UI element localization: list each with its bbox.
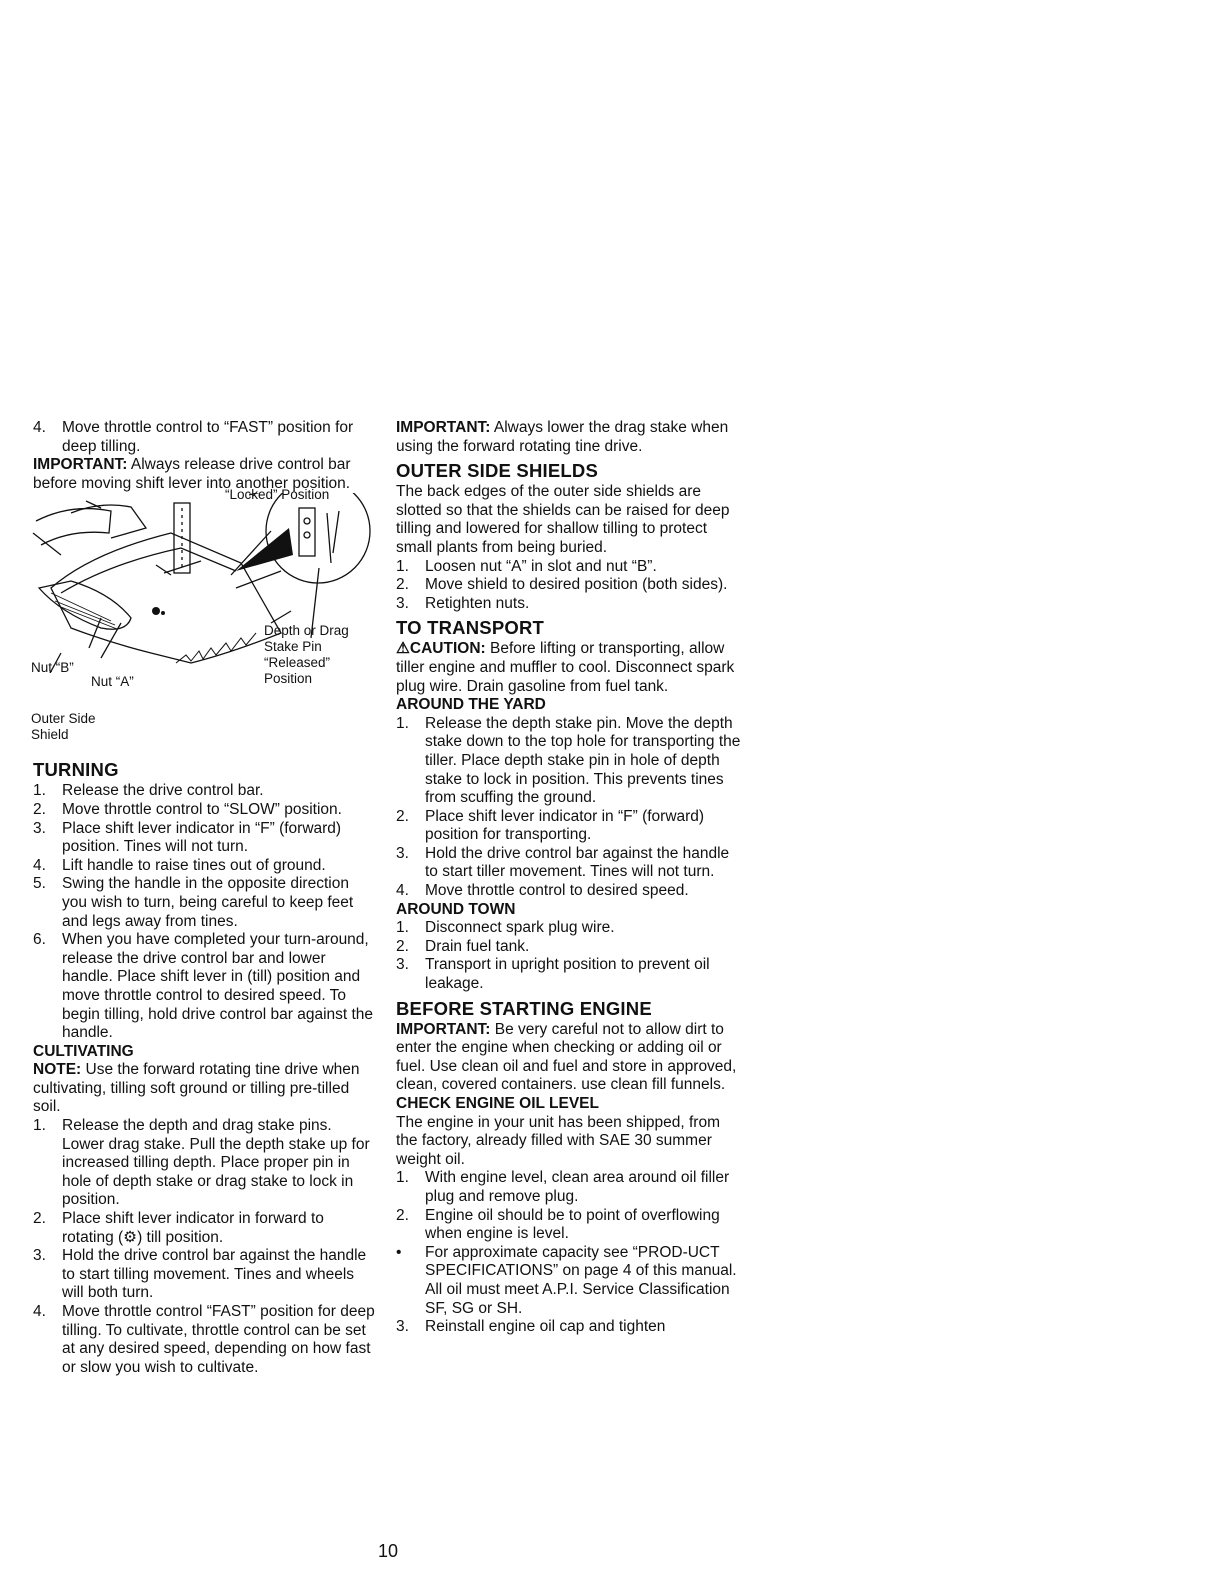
step-text: Move throttle control to “SLOW” position. — [62, 800, 342, 818]
list-item — [396, 956, 741, 993]
list-item — [396, 1169, 741, 1206]
step-number: 3. — [396, 956, 409, 974]
list-item — [396, 882, 741, 901]
list-item — [396, 845, 741, 882]
step-number: 3. — [396, 1318, 409, 1336]
cultivating-note — [33, 1061, 378, 1117]
step-text: Swing the handle in the opposite direction you wish to turn, being careful to keep feet and legs away from tines. — [62, 875, 354, 930]
step-number: 1. — [396, 714, 409, 732]
step-text: When you have completed your turn-around, release the drive control bar and lower handle. Place shift lever in (till) position and move throttle control to desired speed. To begin tilling, hold drive control bar against the handle. — [62, 931, 374, 1042]
important-text: Always release drive control bar before moving shift lever into another position. — [33, 456, 351, 492]
list-item — [33, 1247, 378, 1303]
step-text: For approximate capacity see “PROD-UCT SPECIFICATIONS” on page 4 of this manual. All oil must meet A.P.I. Service Classification SF, SG or SH. — [425, 1243, 737, 1317]
figure-label-nut-a: Nut “A” — [91, 674, 134, 690]
page-number: 10 — [378, 1541, 399, 1561]
step-text: Hold the drive control bar against the handle to start tiller movement. Tines will not turn. — [425, 844, 730, 881]
list-item — [396, 576, 741, 595]
step-number: 1. — [396, 557, 409, 575]
step-number: 2. — [33, 800, 46, 818]
important-label: IMPORTANT: — [396, 419, 491, 436]
around-the-yard-steps — [396, 715, 741, 901]
figure-label-depth-stake: Depth or Drag — [264, 623, 349, 639]
list-item — [33, 875, 378, 931]
step-text: With engine level, clean area around oil filler plug and remove plug. — [425, 1169, 730, 1205]
list-item — [33, 857, 378, 876]
around-the-yard-heading: AROUND THE YARD — [396, 696, 546, 714]
caution-label: CAUTION: — [409, 640, 486, 658]
outer-side-shields-body: The back edges of the outer side shields are slotted so that the shields can be raised for deep tilling and lowered for shallow tilling to protect small plants from being buried. — [396, 483, 730, 556]
step-text: Reinstall engine oil cap and tighten — [425, 1318, 666, 1336]
check-engine-oil-steps — [396, 1169, 741, 1336]
step-text: Release the drive control bar. — [62, 782, 264, 800]
cultivating-steps — [33, 1117, 378, 1377]
list-item — [33, 801, 378, 820]
step-number: 4. — [33, 856, 46, 874]
caution-note — [396, 640, 741, 696]
cultivating-heading: CULTIVATING — [33, 1042, 134, 1060]
step-number: 3. — [33, 1247, 46, 1265]
step-text: Move throttle control to desired speed. — [425, 882, 689, 900]
step-number: 2. — [396, 937, 409, 955]
figure-label-locked-position: “Locked” Position — [225, 487, 330, 503]
step-number: 3. — [396, 594, 409, 612]
step-text: Drain fuel tank. — [425, 937, 530, 955]
figure-label-shield: Shield — [31, 727, 69, 743]
step-number: 2. — [33, 1210, 46, 1228]
list-item — [33, 782, 378, 801]
step-text: Place shift lever indicator in “F” (forward) position for transporting. — [425, 807, 705, 844]
step-text: Place shift lever indicator in forward to rotating (⚙) till position. — [62, 1210, 324, 1246]
figure-label-released: “Released” — [264, 655, 331, 671]
important-note — [396, 419, 741, 456]
step-number: 3. — [396, 844, 409, 862]
note-label: NOTE: — [33, 1061, 82, 1079]
step-text: Disconnect spark plug wire. — [425, 919, 615, 937]
around-town-heading: AROUND TOWN — [396, 900, 516, 918]
figure-label-nut-b: Nut “B” — [31, 660, 74, 676]
bullet: • — [396, 1243, 402, 1261]
step-number: 1. — [33, 1117, 46, 1135]
step-number: 2. — [396, 807, 409, 825]
step-text: Retighten nuts. — [425, 594, 530, 612]
step-text: Release the depth stake pin. Move the depth stake down to the top hole for transporting the tiller. Place depth stake pin in hole of depth stake to lock in position. This prevents tines from scuffing the ground. — [425, 714, 741, 807]
warning-icon: ⚠ — [396, 640, 410, 658]
list-item — [396, 1207, 741, 1244]
left-column — [33, 419, 378, 1377]
list-item — [33, 931, 378, 1043]
list-item — [396, 595, 741, 614]
list-item — [33, 1117, 378, 1210]
important-text: Always lower the drag stake when using the forward rotating tine drive. — [396, 419, 729, 455]
list-item — [33, 1210, 378, 1247]
step-text: Place shift lever indicator in “F” (forward) position. Tines will not turn. — [62, 819, 342, 856]
important-label: IMPORTANT: — [396, 1020, 491, 1038]
note-text: Use the forward rotating tine drive when cultivating, tilling soft ground or tilling pre-tilled soil. — [33, 1061, 360, 1116]
list-item — [396, 1244, 741, 1318]
tiller-illustration — [31, 493, 376, 676]
list-item — [396, 919, 741, 938]
important-text: Be very careful not to allow dirt to enter the engine when checking or adding oil or fuel. Use clean oil and fuel and store in approved, clean, covered containers. use clean fill funnels. — [396, 1020, 737, 1094]
step-number: 2. — [396, 1206, 409, 1224]
important-label: IMPORTANT: — [33, 456, 128, 474]
throttle-step — [33, 419, 378, 456]
list-item — [396, 938, 741, 957]
step-text: Move shield to desired position (both sides). — [425, 576, 728, 594]
step-text: Release the depth and drag stake pins. Lower drag stake. Pull the depth stake up for increased tilling depth. Place proper pin in hole of depth stake or drag stake to lock in position. — [62, 1117, 370, 1209]
before-starting-engine-heading: BEFORE STARTING ENGINE — [396, 997, 652, 1019]
figure-label-position: Position — [264, 671, 313, 687]
figure-label-stake-pin: Stake Pin — [264, 639, 322, 655]
list-item — [33, 419, 378, 456]
step-number: 4. — [396, 882, 409, 900]
step-number: 1. — [396, 919, 409, 937]
list-item — [396, 715, 741, 808]
list-item — [33, 820, 378, 857]
step-text: Hold the drive control bar against the handle to start tilling movement. Tines and wheels will both turn. — [62, 1247, 367, 1302]
check-engine-oil-heading: CHECK ENGINE OIL LEVEL — [396, 1095, 599, 1112]
before-starting-important — [396, 1021, 741, 1095]
list-item — [396, 1318, 741, 1337]
step-number: 2. — [396, 576, 409, 594]
step-text: Move throttle control to “FAST” position for deep tilling. — [62, 419, 354, 455]
step-text: Move throttle control “FAST” position for deep tilling. To cultivate, throttle control can be set at any desired speed, depending on how fast or slow you wish to cultivate. — [62, 1303, 375, 1376]
list-item — [396, 808, 741, 845]
turning-heading: TURNING — [33, 759, 119, 781]
step-number: 4. — [33, 1303, 46, 1320]
step-number: 5. — [33, 875, 46, 893]
outer-side-shields-steps — [396, 558, 741, 614]
step-number: 6. — [33, 931, 46, 949]
figure-label-outer-side: Outer Side — [31, 711, 96, 727]
step-number: 4. — [33, 419, 46, 436]
check-engine-oil-body: The engine in your unit has been shipped, from the factory, already filled with SAE 30 summer weight oil. — [396, 1113, 720, 1168]
right-column — [396, 419, 741, 1337]
step-text: Engine oil should be to point of overflowing when engine is level. — [425, 1206, 720, 1243]
step-text: Loosen nut “A” in slot and nut “B”. — [425, 557, 657, 575]
around-town-steps — [396, 919, 741, 993]
outer-side-shields-heading: OUTER SIDE SHIELDS — [396, 460, 598, 482]
step-number: 1. — [33, 782, 46, 800]
turning-steps — [33, 782, 378, 1042]
step-number: 1. — [396, 1169, 409, 1187]
caution-text: Before lifting or transporting, allow tiller engine and muffler to cool. Disconnect spark plug wire. Drain gasoline from fuel tank. — [396, 640, 735, 695]
list-item — [33, 1303, 378, 1377]
step-text: Transport in upright position to prevent oil leakage. — [425, 956, 710, 993]
to-transport-heading: TO TRANSPORT — [396, 617, 545, 639]
step-text: Lift handle to raise tines out of ground. — [62, 856, 326, 874]
list-item — [396, 558, 741, 577]
step-number: 3. — [33, 819, 46, 837]
